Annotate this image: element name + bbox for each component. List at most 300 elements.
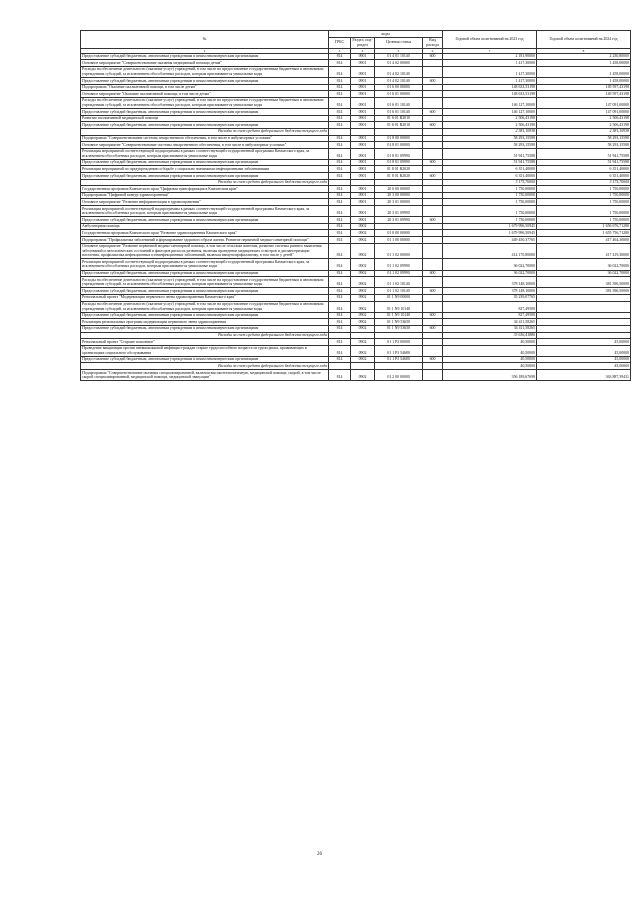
table-row bbox=[81, 325, 631, 332]
grbs-cell: 814 bbox=[329, 319, 351, 326]
row-name: Предоставление субсидий бюджетным, автономным учреждениям и иным некоммерческим организациям bbox=[81, 53, 329, 60]
table-row bbox=[81, 237, 631, 244]
section-cell: 0901 bbox=[351, 199, 375, 206]
row-name: Государственная программа Камчатского края "Развитие здравоохранения Камчатского края" bbox=[81, 230, 329, 237]
table-row bbox=[81, 135, 631, 142]
amount-2024-cell bbox=[537, 301, 631, 312]
grbs-cell: 814 bbox=[329, 186, 351, 193]
amount-2023-cell: 146 127,10000 bbox=[443, 109, 537, 116]
row-name: Предоставление субсидий бюджетным, автономным учреждениям и иным некоммерческим организациям bbox=[81, 325, 329, 332]
target-article-cell bbox=[375, 332, 423, 339]
amount-2023-cell: 58 293,15588 bbox=[443, 135, 537, 142]
grbs-cell: 814 bbox=[329, 91, 351, 98]
expense-type-cell: 600 bbox=[423, 159, 443, 166]
row-name: Предоставление субсидий бюджетным, автономным учреждениям и иным некоммерческим организациям bbox=[81, 217, 329, 224]
section-cell: 0902 bbox=[351, 223, 375, 230]
amount-2023-cell: 40,50000 bbox=[443, 339, 537, 346]
grbs-cell: 814 bbox=[329, 173, 351, 180]
expense-type-cell: 600 bbox=[423, 109, 443, 116]
expense-type-cell: 600 bbox=[423, 325, 443, 332]
expense-type-cell bbox=[423, 243, 443, 259]
section-cell: 0901 bbox=[351, 142, 375, 149]
row-name: Расходы на обеспечение деятельности (оказание услуг) учреждений, в том числе на предоставление государственным бюджетным и автономным учреждениям субсидий, за исключением обособленных расходов, которым присваиваются уникальные коды bbox=[81, 277, 329, 288]
grbs-cell: 814 bbox=[329, 53, 351, 60]
row-name: Предоставление субсидий бюджетным, автономным учреждениям и иным некоммерческим организациям bbox=[81, 78, 329, 85]
row-name: Предоставление субсидий бюджетным, автономным учреждениям и иным некоммерческим организациям bbox=[81, 122, 329, 129]
amount-2023-cell: 3 175,70000 bbox=[443, 179, 537, 186]
row-name: Реализация мероприятий соответствующей подпрограммы в рамках соответствующей государственной программы Камчатского края, за исключением обособленных расходов, которым присваиваются уникальные коды bbox=[81, 259, 329, 270]
table-row bbox=[81, 78, 631, 85]
amount-2023-cell: 2 506,43198 bbox=[443, 122, 537, 129]
amount-2024-cell: 36 022,70000 bbox=[537, 270, 631, 277]
expense-type-cell bbox=[423, 97, 443, 108]
target-article-cell: 01 1 P3 54680 bbox=[375, 356, 423, 363]
section-cell: 0901 bbox=[351, 66, 375, 77]
grbs-cell: 814 bbox=[329, 135, 351, 142]
target-article-cell: 20 3 01 00000 bbox=[375, 199, 423, 206]
table-row bbox=[81, 122, 631, 129]
amount-2023-cell: 356 189,67698 bbox=[443, 370, 537, 381]
header-num: № bbox=[81, 31, 329, 49]
target-article-cell: 01 1 02 10140 bbox=[375, 277, 423, 288]
grbs-cell: 814 bbox=[329, 159, 351, 166]
amount-2024-cell bbox=[537, 325, 631, 332]
target-article-cell: 20 3 01 09990 bbox=[375, 206, 423, 217]
expense-type-cell bbox=[423, 179, 443, 186]
grbs-cell bbox=[329, 332, 351, 339]
section-cell: 0901 bbox=[351, 60, 375, 67]
grbs-cell: 814 bbox=[329, 78, 351, 85]
header-type: Вид расхода bbox=[423, 37, 443, 48]
grbs-cell: 814 bbox=[329, 223, 351, 230]
amount-2023-cell: 378 148,10000 bbox=[443, 277, 537, 288]
target-article-cell: 01 6 01 R2010 bbox=[375, 115, 423, 122]
target-article-cell: 01 6 00 00000 bbox=[375, 84, 423, 91]
section-cell: 0902 bbox=[351, 370, 375, 381]
amount-2024-cell: 1 750,00000 bbox=[537, 217, 631, 224]
amount-2024-cell bbox=[537, 312, 631, 319]
target-article-cell: 01 4 02 00000 bbox=[375, 60, 423, 67]
row-name: Проведение вакцинации против пневмококковой инфекции граждан старше трудоспособного возраста из групп риска, проживающих в организациях социального обслуживания bbox=[81, 345, 329, 356]
amount-2024-cell: 6 351,40000 bbox=[537, 166, 631, 173]
grbs-cell: 814 bbox=[329, 109, 351, 116]
row-name: Подпрограмма "Цифровой контур здравоохранения" bbox=[81, 192, 329, 199]
section-cell: 0902 bbox=[351, 277, 375, 288]
amount-2024-cell: 363 887,39431 bbox=[537, 370, 631, 381]
target-article-cell: 01 1 N9 10140 bbox=[375, 312, 423, 319]
amount-2023-cell: 827,49500 bbox=[443, 301, 537, 312]
grbs-cell bbox=[329, 128, 351, 135]
expense-type-cell bbox=[423, 128, 443, 135]
row-name: Расходы за счет средств федерального бюджета текущего года bbox=[81, 128, 329, 135]
table-row bbox=[81, 288, 631, 295]
row-name: Реализация региональных программ модернизации первичного звена здравоохранения bbox=[81, 319, 329, 326]
row-name: Расходы за счет средств федерального бюджета текущего года bbox=[81, 179, 329, 186]
amount-2024-cell: 381 396,50000 bbox=[537, 277, 631, 288]
amount-2024-cell: 381 396,50000 bbox=[537, 288, 631, 295]
table-header bbox=[81, 31, 631, 54]
table-row bbox=[81, 243, 631, 259]
target-article-cell: 01 8 00 00000 bbox=[375, 135, 423, 142]
section-cell: 0902 bbox=[351, 259, 375, 270]
grbs-cell: 814 bbox=[329, 356, 351, 363]
amount-2024-cell: 149 597,43198 bbox=[537, 84, 631, 91]
target-article-cell: 20 3 00 00000 bbox=[375, 192, 423, 199]
amount-2024-cell: 1 656 676,71280 bbox=[537, 223, 631, 230]
target-article-cell bbox=[375, 363, 423, 370]
expense-type-cell bbox=[423, 223, 443, 230]
target-article-cell bbox=[375, 128, 423, 135]
table-row bbox=[81, 217, 631, 224]
table-row bbox=[81, 148, 631, 159]
header-vol-2024: Годовой объем ассигнований на 2024 год bbox=[537, 31, 631, 49]
table-row bbox=[81, 301, 631, 312]
expense-type-cell bbox=[423, 192, 443, 199]
amount-2024-cell: 417 464,30000 bbox=[537, 237, 631, 244]
section-cell: 0901 bbox=[351, 135, 375, 142]
amount-2023-cell: 51 941,75588 bbox=[443, 159, 537, 166]
amount-2023-cell: 2 381,10938 bbox=[443, 128, 537, 135]
row-name: Основное мероприятие "Оказание паллиативной помощи, в том числе детям" bbox=[81, 91, 329, 98]
amount-2023-cell: 1 750,00000 bbox=[443, 192, 537, 199]
federal-budget-note-row bbox=[81, 332, 631, 339]
grbs-cell: 814 bbox=[329, 97, 351, 108]
expense-type-cell: 600 bbox=[423, 356, 443, 363]
section-cell: 0902 bbox=[351, 243, 375, 259]
section-cell: 0902 bbox=[351, 288, 375, 295]
amount-2024-cell: 45,00000 bbox=[537, 356, 631, 363]
row-name: Региональный проект "Модернизация первичного звена здравоохранения Камчатского края" bbox=[81, 294, 329, 301]
amount-2023-cell: 378 148,10000 bbox=[443, 288, 537, 295]
section-cell: 0902 bbox=[351, 237, 375, 244]
target-article-cell: 20 3 01 09990 bbox=[375, 217, 423, 224]
expense-type-cell bbox=[423, 237, 443, 244]
expense-type-cell: 600 bbox=[423, 53, 443, 60]
federal-budget-note-row bbox=[81, 179, 631, 186]
table-row bbox=[81, 53, 631, 60]
grbs-cell: 814 bbox=[329, 115, 351, 122]
section-cell: 0902 bbox=[351, 356, 375, 363]
target-article-cell: 01 6 01 00000 bbox=[375, 91, 423, 98]
federal-budget-note-row bbox=[81, 363, 631, 370]
amount-2024-cell: 45,00000 bbox=[537, 363, 631, 370]
section-cell: 0901 bbox=[351, 115, 375, 122]
grbs-cell: 814 bbox=[329, 259, 351, 270]
section-cell: 0902 bbox=[351, 339, 375, 346]
section-cell: 0901 bbox=[351, 78, 375, 85]
section-cell: 0901 bbox=[351, 84, 375, 91]
table-row bbox=[81, 270, 631, 277]
expense-type-cell bbox=[423, 345, 443, 356]
expense-type-cell bbox=[423, 186, 443, 193]
row-name: Предоставление субсидий бюджетным, автономным учреждениям и иным некоммерческим организациям bbox=[81, 159, 329, 166]
target-article-cell: 01 1 N9 10140 bbox=[375, 301, 423, 312]
amount-2023-cell: 34 411,58265 bbox=[443, 325, 537, 332]
table-row bbox=[81, 294, 631, 301]
table-row bbox=[81, 66, 631, 77]
table-row bbox=[81, 91, 631, 98]
amount-2024-cell: 51 941,75588 bbox=[537, 159, 631, 166]
expense-type-cell bbox=[423, 370, 443, 381]
row-name: Реализация мероприятий по предупреждению и борьбе с социально значимыми инфекционными заболеваниями bbox=[81, 166, 329, 173]
amount-2024-cell: 51 941,75588 bbox=[537, 148, 631, 159]
row-name: Расходы на обеспечение деятельности (оказание услуг) учреждений, в том числе на предоставление государственным бюджетным и автономным учреждениям субсидий, за исключением обособленных расходов, которым присваиваются уникальные коды bbox=[81, 66, 329, 77]
target-article-cell: 01 1 00 00000 bbox=[375, 237, 423, 244]
amount-2024-cell: 1 750,00000 bbox=[537, 186, 631, 193]
amount-2024-cell: 1 458,00000 bbox=[537, 66, 631, 77]
grbs-cell: 814 bbox=[329, 148, 351, 159]
page-number: 26 bbox=[317, 852, 322, 857]
section-cell: 0901 bbox=[351, 53, 375, 60]
header-section: Раздел, под-раздел bbox=[352, 38, 373, 47]
section-cell: 0901 bbox=[351, 97, 375, 108]
amount-2024-cell: 1 655 756,71280 bbox=[537, 230, 631, 237]
expense-type-cell bbox=[423, 66, 443, 77]
expense-type-cell: 600 bbox=[423, 217, 443, 224]
row-name: Расходы за счет средств федерального бюджета текущего года bbox=[81, 363, 329, 370]
section-cell bbox=[351, 363, 375, 370]
expense-type-cell bbox=[423, 319, 443, 326]
table-row bbox=[81, 259, 631, 270]
table-row bbox=[81, 166, 631, 173]
amount-2023-cell: 1 679 996,50945 bbox=[443, 223, 537, 230]
amount-2023-cell: 146 127,10000 bbox=[443, 97, 537, 108]
amount-2023-cell: 40,50000 bbox=[443, 345, 537, 356]
amount-2024-cell bbox=[537, 319, 631, 326]
grbs-cell bbox=[329, 179, 351, 186]
row-name: Реализация мероприятий соответствующей подпрограммы в рамках соответствующей государственной программы Камчатского края, за исключением обособленных расходов, которым присваиваются уникальные коды bbox=[81, 206, 329, 217]
section-cell: 0901 bbox=[351, 217, 375, 224]
amount-2024-cell: 149 597,43198 bbox=[537, 91, 631, 98]
grbs-cell: 814 bbox=[329, 166, 351, 173]
target-article-cell: 01 8 01 09990 bbox=[375, 159, 423, 166]
header-vol-2023: Годовой объем ассигнований на 2023 год bbox=[443, 31, 537, 49]
header-grbs: ГРБС bbox=[329, 37, 351, 48]
grbs-cell: 814 bbox=[329, 142, 351, 149]
table-row bbox=[81, 84, 631, 91]
column-number: 2 bbox=[81, 48, 329, 53]
grbs-cell: 814 bbox=[329, 294, 351, 301]
grbs-cell: 814 bbox=[329, 345, 351, 356]
amount-2023-cell: 1 417,30000 bbox=[443, 66, 537, 77]
grbs-cell: 814 bbox=[329, 60, 351, 67]
target-article-cell: 01 8 01 R2020 bbox=[375, 173, 423, 180]
table-row bbox=[81, 206, 631, 217]
amount-2024-cell: 1 750,00000 bbox=[537, 192, 631, 199]
table-row bbox=[81, 223, 631, 230]
amount-2024-cell: 36 022,70000 bbox=[537, 259, 631, 270]
table-row bbox=[81, 97, 631, 108]
row-name: Подпрограмма "Совершенствование оказания специализированной, включая высокотехнологичную, медицинской помощи, скорой, в том числе скорой специализированной, медицинской помощи, медицинской эвакуации" bbox=[81, 370, 329, 381]
section-cell: 0901 bbox=[351, 192, 375, 199]
grbs-cell: 814 bbox=[329, 192, 351, 199]
amount-2024-cell: 2 506,43198 bbox=[537, 115, 631, 122]
row-name: Реализация мероприятий соответствующей подпрограммы в рамках соответствующей государственной программы Камчатского края, за исключением обособленных расходов, которым присваиваются уникальные коды bbox=[81, 148, 329, 159]
section-cell: 0902 bbox=[351, 312, 375, 319]
amount-2024-cell: 1 458,00000 bbox=[537, 78, 631, 85]
section-cell: 0901 bbox=[351, 159, 375, 166]
target-article-cell: 01 6 01 10140 bbox=[375, 97, 423, 108]
section-cell: 0902 bbox=[351, 294, 375, 301]
grbs-cell: 814 bbox=[329, 339, 351, 346]
amount-2023-cell: 148 633,53198 bbox=[443, 84, 537, 91]
grbs-cell: 814 bbox=[329, 312, 351, 319]
amount-2024-cell: 2 381,10938 bbox=[537, 128, 631, 135]
section-cell: 0902 bbox=[351, 345, 375, 356]
expense-type-cell bbox=[423, 166, 443, 173]
target-article-cell: 01 8 01 00000 bbox=[375, 142, 423, 149]
section-cell: 0902 bbox=[351, 325, 375, 332]
expense-type-cell: 600 bbox=[423, 288, 443, 295]
row-name: Предоставление субсидий бюджетным, автономным учреждениям и иным некоммерческим организациям bbox=[81, 356, 329, 363]
section-cell: 0902 bbox=[351, 270, 375, 277]
amount-2024-cell: 1 750,00000 bbox=[537, 206, 631, 217]
amount-2023-cell: 414 170,80000 bbox=[443, 243, 537, 259]
table-row bbox=[81, 312, 631, 319]
row-name: Расходы на обеспечение деятельности (оказание услуг) учреждений, в том числе на предоставление государственным бюджетным и автономным учреждениям субсидий, за исключением обособленных расходов, которым присваиваются уникальные коды bbox=[81, 301, 329, 312]
amount-2023-cell: 35 239,07765 bbox=[443, 294, 537, 301]
row-name: Расходы на обеспечение деятельности (оказание услуг) учреждений, в том числе на предоставление государственным бюджетным и автономным учреждениям субсидий, за исключением обособленных расходов, которым присваиваются уникальные коды bbox=[81, 97, 329, 108]
target-article-cell: 01 2 00 00000 bbox=[375, 370, 423, 381]
amount-2023-cell: 6 351,40000 bbox=[443, 166, 537, 173]
table-row bbox=[81, 356, 631, 363]
amount-2023-cell: 1 750,00000 bbox=[443, 186, 537, 193]
table-row bbox=[81, 199, 631, 206]
section-cell: 0901 bbox=[351, 206, 375, 217]
table-row bbox=[81, 159, 631, 166]
table-row bbox=[81, 60, 631, 67]
amount-2024-cell: 6 351,40000 bbox=[537, 173, 631, 180]
amount-2023-cell: 33 636,41880 bbox=[443, 332, 537, 339]
expense-type-cell bbox=[423, 259, 443, 270]
row-name: Подпрограмма "Оказание паллиативной помощи, в том числе детям" bbox=[81, 84, 329, 91]
amount-2023-cell: 1 417,30000 bbox=[443, 78, 537, 85]
table-row bbox=[81, 173, 631, 180]
target-article-cell: 01 6 01 R2010 bbox=[375, 122, 423, 129]
target-article-cell: 01 8 01 09990 bbox=[375, 148, 423, 159]
grbs-cell: 814 bbox=[329, 199, 351, 206]
amount-2023-cell: 40,50000 bbox=[443, 356, 537, 363]
amount-2023-cell: 2 506,43198 bbox=[443, 115, 537, 122]
amount-2023-cell: 51 941,75588 bbox=[443, 148, 537, 159]
column-number: 3 bbox=[329, 48, 351, 53]
row-name: Предоставление субсидий бюджетным, автономным учреждениям и иным некоммерческим организациям bbox=[81, 109, 329, 116]
header-target: Целевая статья bbox=[375, 37, 423, 48]
amount-2023-cell: 449 450,37765 bbox=[443, 237, 537, 244]
target-article-cell: 20 0 00 00000 bbox=[375, 186, 423, 193]
column-number: 5 bbox=[375, 48, 423, 53]
expense-type-cell bbox=[423, 84, 443, 91]
grbs-cell: 814 bbox=[329, 230, 351, 237]
expense-type-cell bbox=[423, 142, 443, 149]
row-name: Основное мероприятие "Развитие первичной медико-санитарной помощи, в том числе сельским жителям, развитие системы раннего выявления заболеваний и патологических состояний и факторов риска их развития, включая проведение медицинских осмотров и диспансеризации населения, профилактика инфекционных и неинфекционных заболеваний, включая иммунопрофилактику, в том числе у детей" bbox=[81, 243, 329, 259]
amount-2024-cell bbox=[537, 332, 631, 339]
expense-type-cell bbox=[423, 206, 443, 217]
table-row bbox=[81, 192, 631, 199]
table-row bbox=[81, 345, 631, 356]
target-article-cell: 01 1 N9 53650 bbox=[375, 319, 423, 326]
amount-2023-cell: 36 022,70000 bbox=[443, 259, 537, 270]
section-cell: 0902 bbox=[351, 230, 375, 237]
table-row bbox=[81, 277, 631, 288]
grbs-cell: 814 bbox=[329, 301, 351, 312]
column-number: 8 bbox=[537, 48, 631, 53]
section-cell: 0901 bbox=[351, 148, 375, 159]
grbs-cell bbox=[329, 363, 351, 370]
target-article-cell: 01 6 01 10140 bbox=[375, 109, 423, 116]
row-name: Государственная программа Камчатского края "Цифровая трансформация в Камчатском крае" bbox=[81, 186, 329, 193]
amount-2024-cell bbox=[537, 294, 631, 301]
grbs-cell: 814 bbox=[329, 66, 351, 77]
amount-2024-cell: 3 175,70000 bbox=[537, 179, 631, 186]
row-name: Региональный проект "Старшее поколение" bbox=[81, 339, 329, 346]
expense-type-cell bbox=[423, 230, 443, 237]
target-article-cell: 01 0 00 00000 bbox=[375, 230, 423, 237]
row-name: Основное мероприятие "Совершенствование системы лекарственного обеспечения, в том числе в амбулаторных условиях" bbox=[81, 142, 329, 149]
amount-2024-cell: 45,00000 bbox=[537, 345, 631, 356]
row-name: Предоставление субсидий бюджетным, автономным учреждениям и иным некоммерческим организациям bbox=[81, 288, 329, 295]
grbs-cell: 814 bbox=[329, 122, 351, 129]
section-cell: 0901 bbox=[351, 109, 375, 116]
section-cell bbox=[351, 128, 375, 135]
amount-2023-cell: 1 679 996,50945 bbox=[443, 230, 537, 237]
amount-2023-cell: 40,50000 bbox=[443, 363, 537, 370]
expense-type-cell: 600 bbox=[423, 78, 443, 85]
amount-2024-cell: 2 230,80000 bbox=[537, 53, 631, 60]
row-name: Амбулаторная помощь bbox=[81, 223, 329, 230]
amount-2024-cell: 147 091,00000 bbox=[537, 97, 631, 108]
grbs-cell: 814 bbox=[329, 277, 351, 288]
grbs-cell: 814 bbox=[329, 217, 351, 224]
amount-2023-cell: 1 417,30000 bbox=[443, 60, 537, 67]
expense-type-cell bbox=[423, 115, 443, 122]
target-article-cell: 01 1 P3 54680 bbox=[375, 345, 423, 356]
amount-2023-cell: 6 351,40000 bbox=[443, 173, 537, 180]
amount-2024-cell: 45,00000 bbox=[537, 339, 631, 346]
federal-budget-note-row bbox=[81, 128, 631, 135]
table-row bbox=[81, 109, 631, 116]
table-row bbox=[81, 319, 631, 326]
target-article-cell: 01 1 P3 00000 bbox=[375, 339, 423, 346]
row-name: Предоставление субсидий бюджетным, автономным учреждениям и иным некоммерческим организациям bbox=[81, 270, 329, 277]
amount-2024-cell: 1 750,00000 bbox=[537, 199, 631, 206]
target-article-cell: 01 1 02 09990 bbox=[375, 259, 423, 270]
section-cell: 0901 bbox=[351, 122, 375, 129]
table-row bbox=[81, 186, 631, 193]
amount-2023-cell: 1 750,00000 bbox=[443, 217, 537, 224]
table-row bbox=[81, 230, 631, 237]
table-body bbox=[81, 53, 631, 380]
target-article-cell: 01 1 02 10140 bbox=[375, 288, 423, 295]
expense-type-cell: 600 bbox=[423, 173, 443, 180]
budget-table bbox=[80, 30, 631, 381]
section-cell: 0902 bbox=[351, 301, 375, 312]
target-article-cell: 01 4 01 10140 bbox=[375, 53, 423, 60]
expense-type-cell bbox=[423, 91, 443, 98]
amount-2024-cell: 417 419,30000 bbox=[537, 243, 631, 259]
row-name: Подпрограмма "Профилактика заболеваний и формирование здорового образа жизни. Развитие первичной медико-санитарной помощи" bbox=[81, 237, 329, 244]
expense-type-cell bbox=[423, 301, 443, 312]
expense-type-cell: 600 bbox=[423, 122, 443, 129]
section-cell bbox=[351, 179, 375, 186]
expense-type-cell: 600 bbox=[423, 312, 443, 319]
expense-type-cell bbox=[423, 135, 443, 142]
section-cell: 0901 bbox=[351, 166, 375, 173]
amount-2023-cell: 58 293,15588 bbox=[443, 142, 537, 149]
section-cell: 0901 bbox=[351, 91, 375, 98]
target-article-cell: 01 1 02 09990 bbox=[375, 270, 423, 277]
expense-type-cell bbox=[423, 60, 443, 67]
